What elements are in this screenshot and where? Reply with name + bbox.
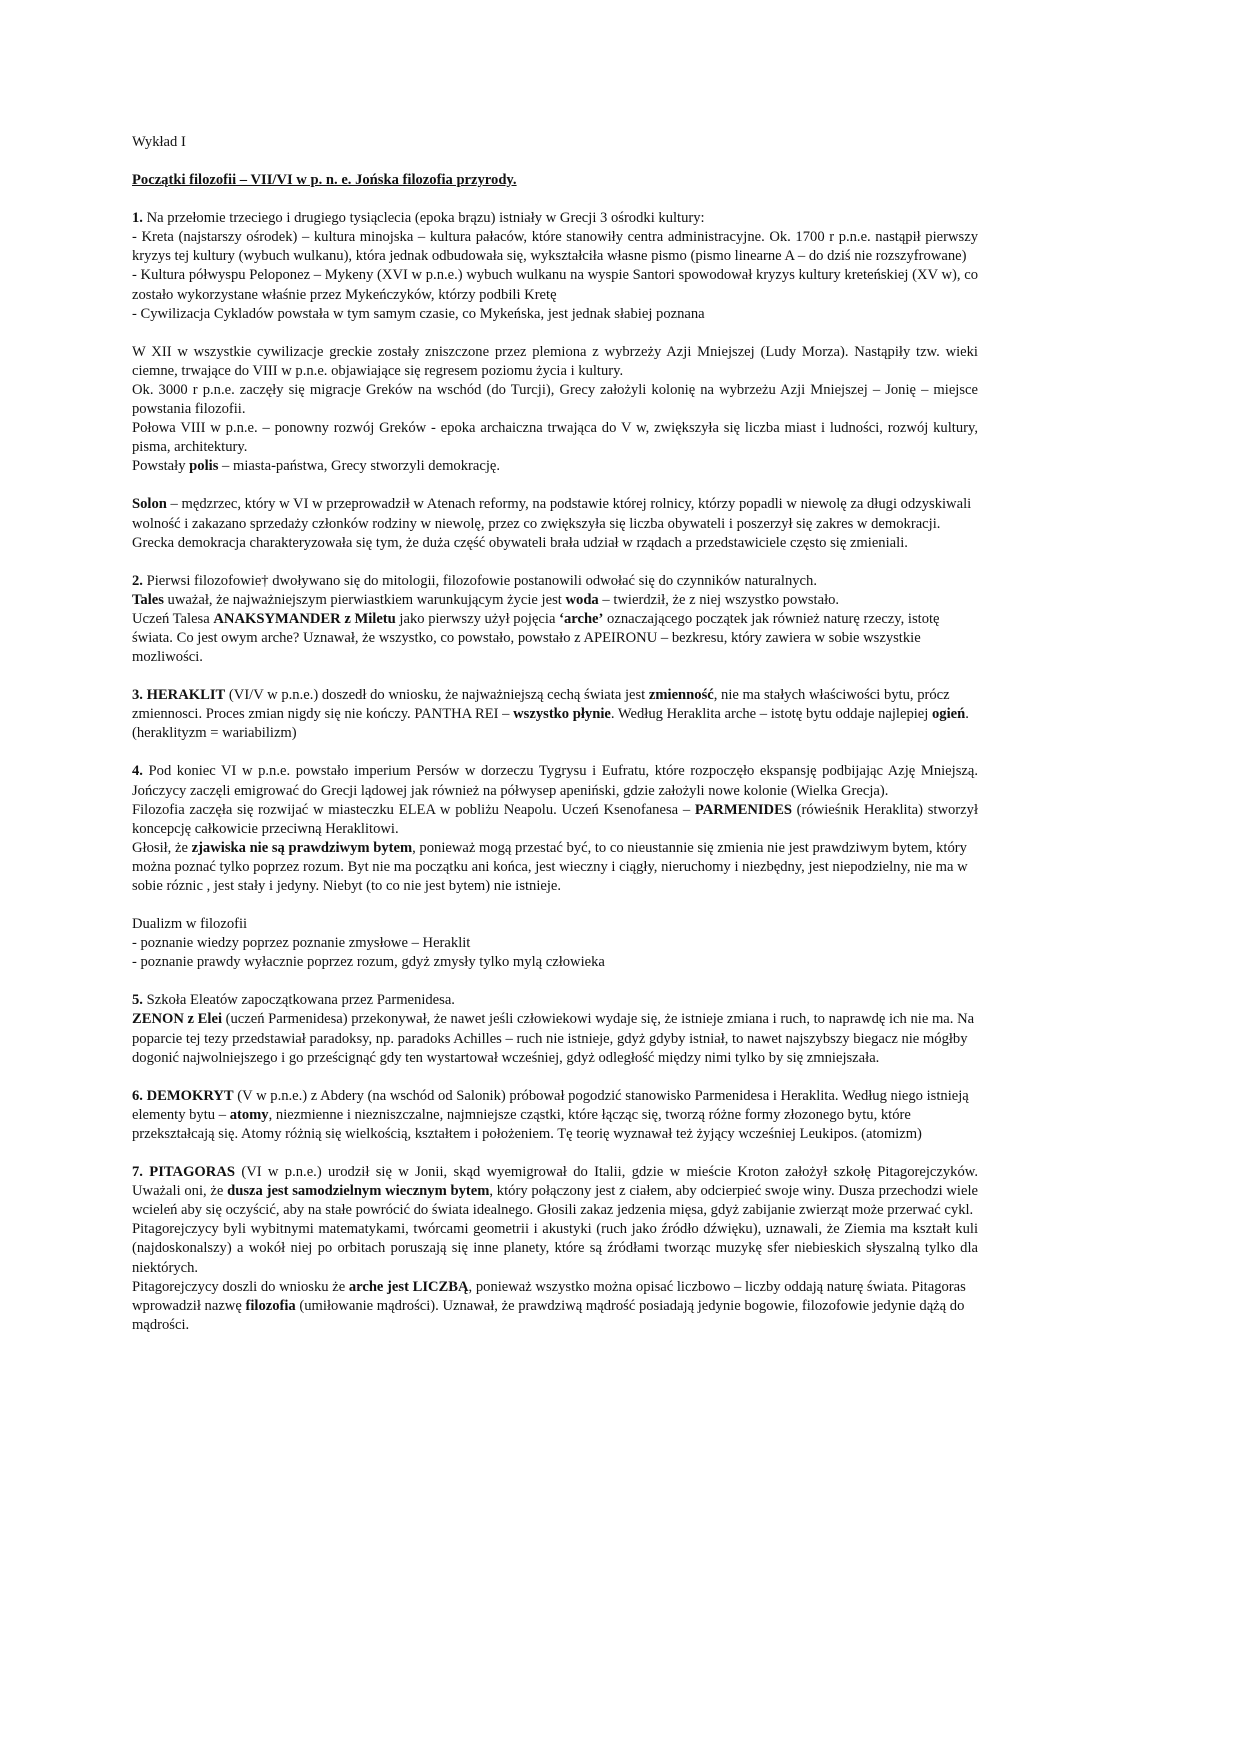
text: Pierwsi filozofowie† dwoływano się do mitologii, filozofowie postanowili odwołać się do czynników naturalnych. bbox=[142, 572, 817, 589]
paragraph-block bbox=[132, 209, 978, 324]
bold-text: woda bbox=[565, 591, 599, 608]
bold-text: zjawiska nie są prawdziwym bytem bbox=[191, 839, 413, 856]
paragraph bbox=[132, 1163, 978, 1220]
bold-text: ANAKSYMANDER z Miletu bbox=[213, 610, 396, 627]
bold-text: dusza jest samodzielnym wiecznym bytem bbox=[227, 1183, 490, 1200]
bold-text: 1. bbox=[132, 210, 143, 227]
text: , ponieważ mogą przestać być, to co nieustannie się zmienia nie jest prawdziwym bytem, który można poznać tylko poprzez rozum. Byt nie ma początku ani końca, jest wieczny i ciągły, nieruchomy i niezbędny, jest niepodzielny, nie ma w sobie róznic , jest stały i jedyny. Niebyt (to co nie jest bytem) nie istnieje. bbox=[132, 839, 968, 894]
text: (V w p.n.e.) z Abdery (na wschód od Salonik) próbował pogodzić stanowisko Parmenidesa i Heraklita. Według niego istnieją elementy bytu – bbox=[132, 1087, 969, 1123]
lecture-title: Wykład I bbox=[132, 134, 186, 150]
text: (umiłowanie mądrości). Uznawał, że prawdziwą mądrość posiadają jedynie bogowie, filozofowie jedynie dążą do mądrości. bbox=[132, 1297, 965, 1333]
paragraph bbox=[132, 915, 978, 934]
text: - Cywilizacja Cykladów powstała w tym samym czasie, co Mykeńska, jest jednak słabiej poznana bbox=[132, 305, 705, 322]
bold-text: Tales bbox=[132, 591, 164, 608]
bold-text: 2. bbox=[132, 572, 143, 589]
text: Ok. 3000 r p.n.e. zaczęły się migracje Greków na wschód (do Turcji), Grecy założyli kolonię na wybrzeżu Azji Mniejszej – Jonię – miejsce powstania filozofii. bbox=[132, 381, 978, 418]
bold-text: PARMENIDES bbox=[694, 801, 792, 818]
text: . (heraklityzm = wariabilizm) bbox=[132, 706, 969, 742]
bold-text: filozofia bbox=[245, 1297, 296, 1314]
document-page bbox=[132, 133, 978, 1354]
paragraph bbox=[132, 1278, 978, 1335]
text: - poznanie wiedzy poprzez poznanie zmysłowe – Heraklit bbox=[132, 935, 471, 952]
paragraph bbox=[132, 381, 978, 419]
text: oznaczającego początek jak również naturę rzeczy, istotę świata. Co jest owym arche? Uznawał, że wszystko, co powstało, powstało z APEIRONU – bezkresu, który zawiera w sobie wszystkie mozliwości. bbox=[132, 610, 940, 666]
paragraph bbox=[132, 572, 978, 591]
text: . Według Heraklita arche – istotę bytu oddaje najlepiej bbox=[610, 706, 932, 723]
text: W XII w wszystkie cywilizacje greckie zostały zniszczone przez plemiona z wybrzeży Azji Mniejszej (Ludy Morza). Nastąpiły tzw. wieki ciemne, trwające do VIII w p.n.e. objawiające się regresem poziomu życia i kultury. bbox=[132, 343, 978, 379]
text: (uczeń Parmenidesa) przekonywał, że nawet jeśli człowiekowi wydaje się, że istnieje zmiana i ruch, to naprawdę ich nie ma. Na poparcie tej tezy przedstawiał paradoksy, np. paradoks Achilles – ruch nie istnieje, gdyż gdyby istniał, to nawet najszybszy biegacz nie mógłby dogonić najwolniejszego i go prześcignąć gdy ten wystartował wcześniej, gdyż odległość między nimi tylko by się zmniejszała. bbox=[132, 1011, 975, 1066]
paragraph bbox=[132, 1087, 978, 1144]
paragraph-block bbox=[132, 686, 978, 743]
text: Pitagorejczycy byli wybitnymi matematykami, twórcami geometrii i akustyki (ruch jako źródło dźwięku), uznawali, że Ziemia ma kształt kuli (najdoskonalszy) a wokół niej po orbitach poruszają się inne planety, które są źródłami tworząc muzykę sfer niebieskich słyszalną tylko dla niektórych. bbox=[132, 1221, 978, 1276]
text: , niezmienne i niezniszczalne, najmniejsze cząstki, które łącząc się, tworzą różne formy złozonego bytu, które przekształcają się. Atomy różnią się wielkością, kształtem i położeniem. Tę teorię wyznawał też żyjący wcześniej Leukipos. (atomizm) bbox=[132, 1106, 922, 1142]
paragraph-block bbox=[132, 495, 978, 552]
paragraph bbox=[132, 1010, 978, 1067]
paragraph-block bbox=[132, 991, 978, 1067]
text: Filozofia zaczęła się rozwijać w miasteczku ELEA w pobliżu Neapolu. Uczeń Ksenofanesa – bbox=[132, 801, 695, 818]
text: , który połączony jest z ciałem, aby odcierpieć swoje winy. Dusza przechodzi wiele wcieleń aby się oczyścić, aby na stałe powrócić do świata idealnego. Głosili zakaz jedzenia mięsa, gdyż zabijanie zwierząt może przerwać cykl. bbox=[132, 1183, 979, 1219]
paragraph-block bbox=[132, 915, 978, 972]
paragraph bbox=[132, 610, 978, 667]
text: Dualizm w filozofii bbox=[132, 916, 248, 933]
text: - poznanie prawdy wyłacznie poprzez rozum, gdyż zmysły tylko mylą człowieka bbox=[132, 954, 605, 971]
paragraph bbox=[132, 266, 978, 304]
lecture-heading: Początki filozofii – VII/VI w p. n. e. Jońska filozofia przyrody. bbox=[132, 172, 517, 189]
paragraph bbox=[132, 686, 978, 743]
text: – mędzrzec, który w VI w przeprowadził w Atenach reformy, na podstawie której rolnicy, którzy popadli w niewolę za długi odzyskiwali wolność i zakazano sprzedaży członków rodziny w niewolę, przez co zwiększyła się liczba obywateli i poszerzył się zakres w demokracji. Grecka demokracja charakteryzowała się tym, że duża część obywateli brała udział w rządach a przedstawiciele często się zmieniali. bbox=[132, 496, 972, 551]
text: Powstały bbox=[132, 458, 190, 475]
text: (rówieśnik Heraklita) stworzył koncepcję całkowicie przeciwną Heraklitowi. bbox=[132, 801, 978, 837]
paragraph bbox=[132, 209, 978, 228]
bold-text: 7. PITAGORAS bbox=[132, 1164, 235, 1181]
bold-text: Solon bbox=[132, 496, 167, 513]
bold-text: 6. DEMOKRYT bbox=[132, 1087, 234, 1104]
text: – twierdził, że z niej wszystko powstało. bbox=[598, 591, 840, 608]
paragraph bbox=[132, 953, 978, 972]
bold-text: ‘arche’ bbox=[559, 610, 604, 627]
bold-text: zmienność bbox=[648, 687, 714, 704]
paragraph bbox=[132, 762, 978, 800]
bold-text: ZENON z Elei bbox=[132, 1011, 222, 1028]
paragraph-block bbox=[132, 1163, 978, 1335]
text: – miasta-państwa, Grecy stworzyli demokrację. bbox=[218, 458, 501, 475]
bold-text: 4. bbox=[132, 763, 143, 780]
text: (VI/V w p.n.e.) doszedł do wniosku, że najważniejszą cechą świata jest bbox=[225, 687, 649, 704]
text: Na przełomie trzeciego i drugiego tysiąclecia (epoka brązu) istniały w Grecji 3 ośrodki kultury: bbox=[142, 210, 705, 227]
document-body bbox=[132, 209, 978, 1335]
bold-text: polis bbox=[189, 458, 219, 475]
text: Uczeń Talesa bbox=[132, 610, 214, 627]
text: Pod koniec VI w p.n.e. powstało imperium Persów w dorzeczu Tygrysu i Eufratu, które rozpoczęło ekspansję podbijając Azję Mniejszą. Jończycy zaczęli emigrować do Grecji lądowej jak również na półwysep apeniński, gdzie założyli nowe kolonie (Wielka Grecja). bbox=[132, 763, 978, 799]
text: - Kreta (najstarszy ośrodek) – kultura minojska – kultura pałaców, które stanowiły centra administracyjne. Ok. 1700 r p.n.e. nastąpił pierwszy kryzys tej kultury (wybuch wulkanu), która jednak odbudowała się, wykształciła własne pismo (pismo linearne A – do dziś nie rozszyfrowane) bbox=[132, 229, 978, 265]
bold-text: 3. HERAKLIT bbox=[132, 687, 226, 704]
paragraph bbox=[132, 343, 978, 381]
text: (VI w p.n.e.) urodził się w Jonii, skąd wyemigrował do Italii, gdzie w mieście Kroton założył szkołę Pitagorejczyków. Uważali oni, że bbox=[132, 1164, 978, 1200]
text: uważał, że najważniejszym pierwiastkiem warunkującym życie jest bbox=[163, 591, 566, 608]
text: , nie ma stałych właściwości bytu, prócz zmiennosci. Proces zmian nigdy się nie kończy. PANTHA REI – bbox=[132, 687, 950, 723]
paragraph bbox=[132, 839, 978, 896]
paragraph bbox=[132, 991, 978, 1010]
text: Połowa VIII w p.n.e. – ponowny rozwój Greków - epoka archaiczna trwająca do V w, zwiększyła się liczba miast i ludności, rozwój kultury, pisma, architektury. bbox=[132, 420, 978, 456]
paragraph-block bbox=[132, 343, 978, 477]
paragraph-block bbox=[132, 572, 978, 667]
text: Głosił, że bbox=[132, 839, 192, 856]
paragraph bbox=[132, 305, 978, 324]
bold-text: 5. bbox=[132, 992, 143, 1009]
bold-text: ogień bbox=[932, 706, 966, 723]
paragraph bbox=[132, 1220, 978, 1277]
text: Pitagorejczycy doszli do wniosku że bbox=[132, 1278, 349, 1295]
paragraph bbox=[132, 457, 978, 476]
text: , ponieważ wszystko można opisać liczbowo – liczby oddają naturę świata. Pitagoras wprowadził nazwę bbox=[132, 1278, 966, 1314]
paragraph bbox=[132, 495, 978, 552]
paragraph-block bbox=[132, 762, 978, 896]
bold-text: arche jest LICZBĄ bbox=[348, 1278, 469, 1295]
bold-text: wszystko płynie bbox=[513, 706, 611, 723]
paragraph bbox=[132, 228, 978, 266]
paragraph bbox=[132, 934, 978, 953]
paragraph bbox=[132, 801, 978, 839]
paragraph bbox=[132, 591, 978, 610]
paragraph bbox=[132, 419, 978, 457]
text: Szkoła Eleatów zapoczątkowana przez Parmenidesa. bbox=[142, 992, 455, 1009]
text: jako pierwszy użył pojęcia bbox=[395, 610, 560, 627]
bold-text: atomy bbox=[229, 1106, 269, 1123]
text: - Kultura półwyspu Peloponez – Mykeny (XVI w p.n.e.) wybuch wulkanu na wyspie Santori spowodował kryzys kultury kreteńskiej (XV w), co zostało wykorzystane właśnie przez Mykeńczyków, którzy podbili Kretę bbox=[132, 267, 978, 303]
paragraph-block bbox=[132, 1087, 978, 1144]
